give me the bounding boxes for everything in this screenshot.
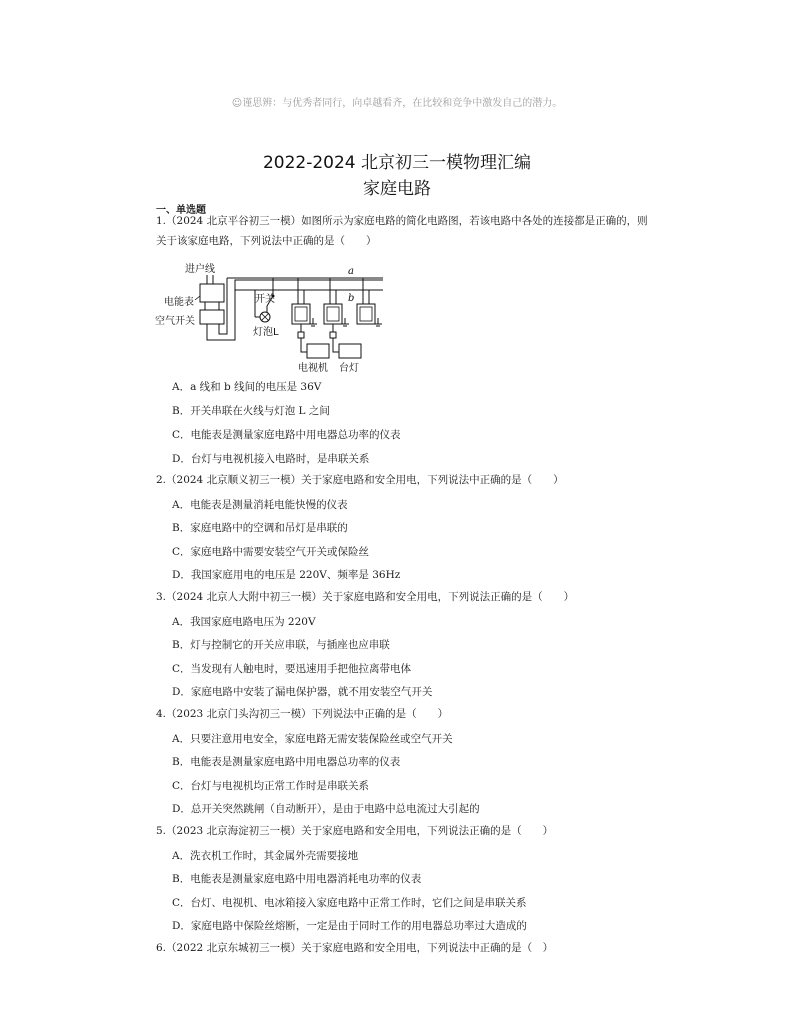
question-4-stem: 4.（2023 北京门头沟初三一模）下列说法中正确的是（ ）	[156, 708, 449, 720]
question-1-stem	[156, 211, 716, 251]
socket-2	[324, 278, 349, 326]
section-heading: 一、单选题	[156, 205, 206, 216]
q4-option-d: D．总开关突然跳闸（自动断开），是由于电路中总电流过大引起的	[172, 803, 480, 815]
lamp-box	[339, 344, 361, 358]
label-bulb: 灯泡L	[253, 327, 279, 338]
meter-box	[200, 284, 224, 302]
label-meter: 电能表	[164, 297, 194, 308]
header-note: ☺谨思辨：与优秀者同行，向卓越看齐，在比较和竞争中激发自己的潜力。	[231, 98, 563, 109]
label-wire-b: b	[348, 293, 355, 304]
circuit-diagram	[155, 260, 395, 375]
q1-option-d: D．台灯与电视机接入电路时，是串联关系	[172, 453, 370, 465]
question-3-stem: 3.（2024 北京人大附中初三一模）关于家庭电路和安全用电，下列说法正确的是（ ）	[156, 591, 575, 603]
label-wire-a: a	[348, 266, 354, 277]
q3-option-b: B．灯与控制它的开关应串联，与插座也应串联	[172, 639, 390, 651]
q4-option-c: C．台灯与电视机均正常工作时是串联关系	[172, 780, 370, 792]
q2-option-d: D．我国家庭用电的电压是 220V、频率是 36Hz	[172, 569, 401, 581]
socket-3	[357, 278, 382, 326]
q2-option-b: B．家庭电路中的空调和吊灯是串联的	[172, 522, 348, 534]
q3-option-d: D．家庭电路中安装了漏电保护器，就不用安装空气开关	[172, 686, 433, 698]
socket-1	[292, 278, 317, 326]
q3-option-c: C．当发现有人触电时，要迅速用手把他拉离带电体	[172, 663, 412, 675]
q1-option-c: C．电能表是测量家庭电路中用电器总功率的仪表	[172, 429, 401, 441]
q3-option-a: A．我国家庭电路电压为 220V	[172, 616, 316, 628]
label-lamp: 台灯	[339, 363, 359, 374]
q5-option-c: C．台灯、电视机、电冰箱接入家庭电路中正常工作时，它们之间是串联关系	[172, 897, 527, 909]
q4-option-b: B．电能表是测量家庭电路中用电器总功率的仪表	[172, 756, 401, 768]
question-1-line1: 1.（2024 北京平谷初三一模）如图所示为家庭电路的简化电路图，若该电路中各处的连接都是正确的，则	[156, 215, 648, 227]
q5-option-b: B．电能表是测量家庭电路中用电器消耗电功率的仪表	[172, 873, 422, 885]
question-5-stem: 5.（2023 北京海淀初三一模）关于家庭电路和安全用电，下列说法正确的是（ ）	[156, 825, 554, 837]
q4-option-a: A．只要注意用电安全，家庭电路无需安装保险丝或空气开关	[172, 733, 453, 745]
document-subtitle: 家庭电路	[363, 179, 431, 199]
label-tv: 电视机	[298, 363, 328, 374]
q1-option-b: B．开关串联在火线与灯泡 L 之间	[172, 405, 330, 417]
q2-option-a: A．电能表是测量消耗电能快慢的仪表	[172, 499, 348, 511]
label-incoming-line: 进户线	[185, 264, 215, 275]
q5-option-a: A．洗衣机工作时，其金属外壳需要接地	[172, 850, 359, 862]
question-1-line2: 关于该家庭电路，下列说法中正确的是（ ）	[156, 235, 377, 247]
q5-option-d: D．家庭电路中保险丝熔断，一定是由于同时工作的用电器总功率过大造成的	[172, 920, 527, 932]
label-switch: 开关	[255, 294, 275, 305]
q2-option-c: C．家庭电路中需要安装空气开关或保险丝	[172, 546, 370, 558]
question-2-stem: 2.（2024 北京顺义初三一模）关于家庭电路和安全用电，下列说法中正确的是（ ）	[156, 474, 564, 486]
air-switch-box	[200, 310, 224, 324]
tv-box	[307, 344, 329, 358]
document-title: 2022-2024 北京初三一模物理汇编	[262, 153, 532, 173]
q1-option-a: A．a 线和 b 线间的电压是 36V	[172, 381, 322, 393]
label-air-switch: 空气开关	[155, 316, 195, 327]
question-6-stem: 6.（2022 北京东城初三一模）关于家庭电路和安全用电，下列说法中正确的是（ ）	[156, 942, 554, 954]
